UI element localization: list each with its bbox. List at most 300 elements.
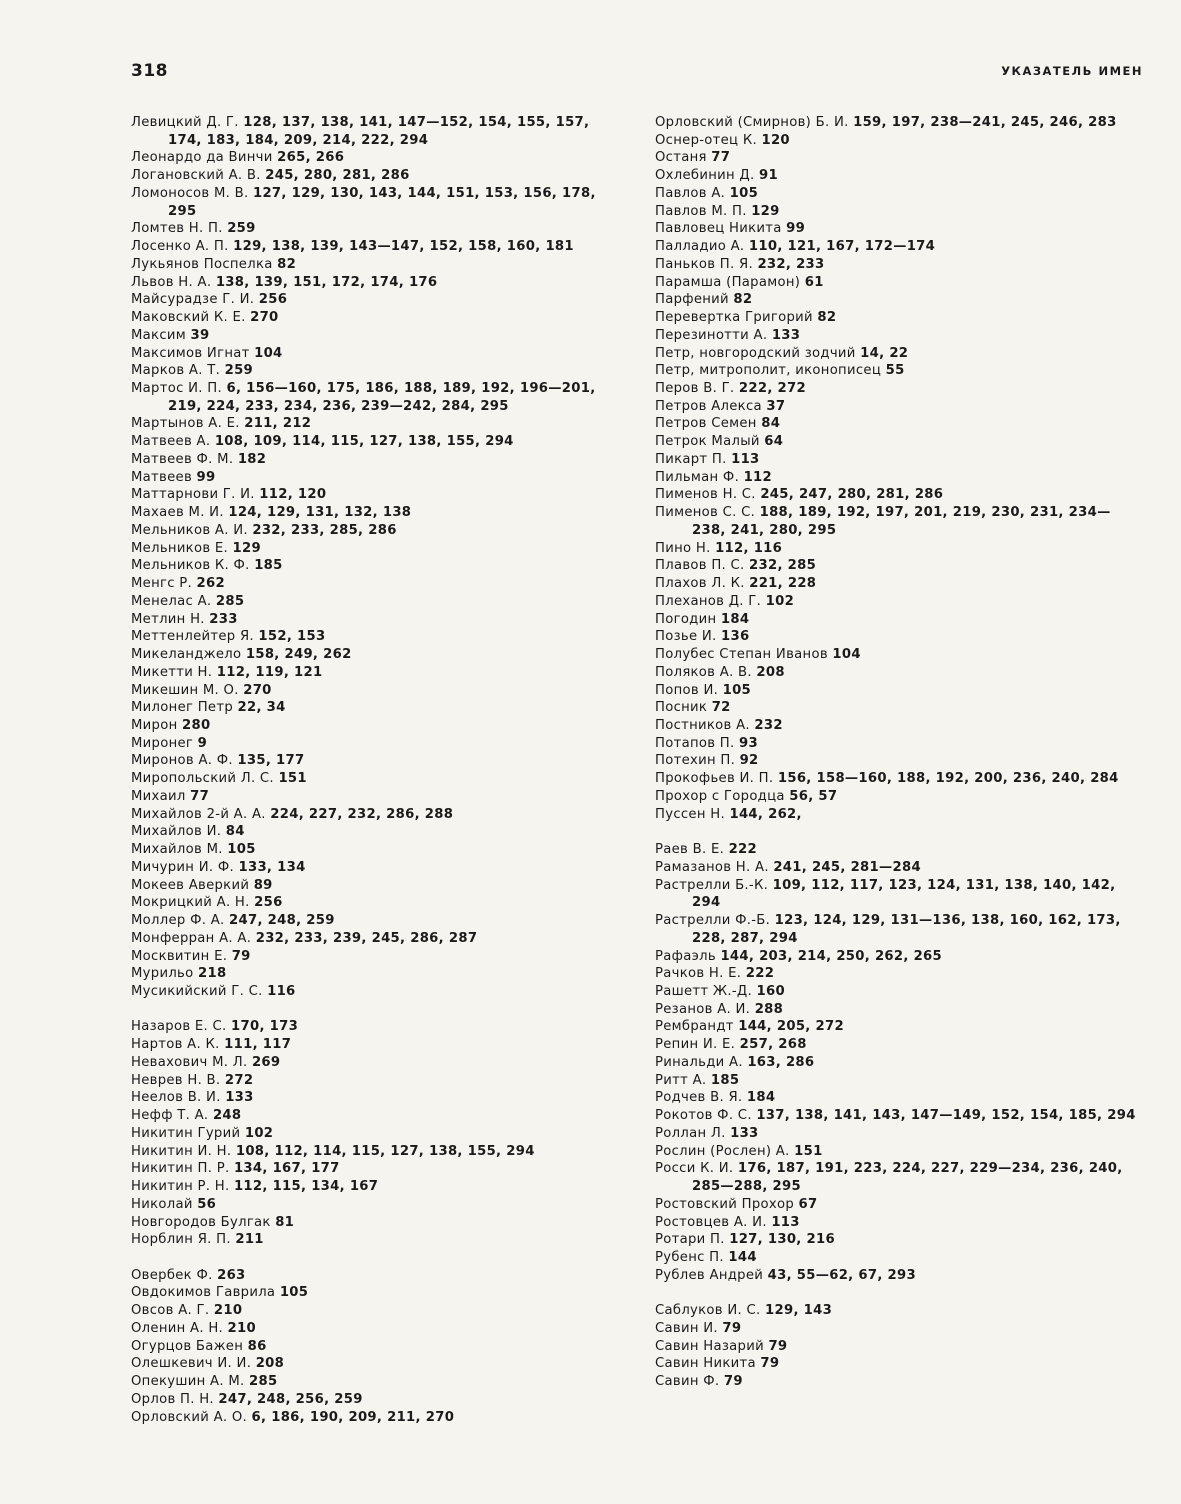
entry-pages: 89 [253,877,273,893]
entry-pages: 113 [771,1214,800,1230]
entry-pages: 61 [804,274,824,290]
entry-name: Мельников Е. [131,540,229,556]
entry-pages: 259 [224,363,254,379]
entry-name: Михайлов И. [131,824,222,840]
entry-name: Маковский К. Е. [131,310,246,326]
entry-name: Олешкевич И. И. [131,1356,252,1372]
entry-pages: 104 [254,345,283,361]
index-entry [131,788,609,806]
entry-name: Репин И. Е. [655,1037,736,1053]
entry-name: Потапов П. [655,735,735,751]
entry-pages: 272 [224,1072,254,1088]
entry-pages: 72 [711,700,731,716]
entry-name: Рашетт Ж.-Д. [655,983,753,999]
entry-pages: 14, 22 [860,345,909,361]
entry-name: Рамазанов Н. А. [655,859,769,875]
entry-name: Ростовский Прохор [655,1196,795,1212]
index-entry [131,664,609,682]
index-entry [655,345,1137,363]
entry-name: Перов В. Г. [655,381,735,397]
entry-pages: 262 [196,576,225,592]
entry-name: Перезинотти А. [655,327,768,343]
entry-name: Савин Ф. [655,1374,720,1390]
entry-name: Мартынов А. Е. [131,416,240,432]
index-entry [131,983,609,1001]
entry-name: Потехин П. [655,753,736,769]
entry-name: Петр, митрополит, иконописец [655,363,882,379]
index-entry [655,557,1137,575]
entry-name: Плеханов Д. Г. [655,593,762,609]
entry-name: Рубенс П. [655,1249,724,1265]
index-entry [655,1018,1137,1036]
index-entry [131,1302,609,1320]
entry-pages: 6, 156—160, 175, 186, 188, 189, 192, 196—201, 219, 224, 233, 234, 236, 239—242, 284, 295 [168,381,596,414]
index-entry [131,345,609,363]
entry-name: Никитин П. Р. [131,1161,230,1177]
entry-name: Матвеев [131,469,193,485]
entry-name: Паньков П. Я. [655,256,753,272]
entry-name: Левицкий Д. Г. [131,115,239,130]
index-entry [655,664,1137,682]
entry-name: Савин Назарий [655,1338,764,1354]
index-entry [131,1160,609,1178]
entry-name: Неврев Н. В. [131,1072,221,1088]
entry-pages: 22, 34 [237,700,286,716]
index-entry [655,274,1137,292]
index-entry [131,557,609,575]
entry-name: Палладио А. [655,239,745,255]
entry-pages: 285 [249,1374,278,1390]
entry-name: Росси К. И. [655,1161,734,1177]
entry-name: Менелас А. [131,593,212,609]
entry-pages: 128, 137, 138, 141, 147—152, 154, 155, 157, 174, 183, 184, 209, 214, 222, 294 [168,115,590,148]
entry-name: Максим [131,327,186,343]
entry-pages: 84 [761,416,781,432]
entry-name: Мокрицкий А. Н. [131,895,250,911]
entry-name: Рокотов Ф. С. [655,1108,752,1124]
entry-pages: 64 [764,434,784,450]
index-entry [131,309,609,327]
entry-pages: 144, 203, 214, 250, 262, 265 [720,948,943,964]
entry-pages: 102 [765,593,795,609]
index-entry [655,593,1137,611]
entry-pages: 93 [739,735,758,751]
entry-pages: 6, 186, 190, 209, 211, 270 [251,1409,455,1425]
entry-pages: 185 [710,1072,740,1088]
index-entry [131,1409,609,1427]
index-entry [655,611,1137,629]
index-entry [131,859,609,877]
index-entry [655,1125,1137,1143]
entry-pages: 176, 187, 191, 223, 224, 227, 229—234, 236, 240, 285—288, 295 [692,1161,1123,1195]
entry-pages: 269 [251,1054,281,1070]
entry-name: Миронег [131,735,194,751]
index-entry [655,1196,1137,1214]
index-entry [655,965,1137,983]
entry-pages: 144, 205, 272 [738,1019,844,1035]
index-entry [131,682,609,700]
index-entry [655,398,1137,416]
entry-name: Миронов А. Ф. [131,753,233,769]
index-entry [655,877,1137,912]
entry-name: Ломтев Н. П. [131,221,223,237]
index-column-left [131,114,609,1426]
index-entry [131,291,609,309]
index-entry [131,948,609,966]
entry-name: Марков А. Т. [131,363,221,379]
entry-pages: 133, 134 [238,859,306,875]
entry-pages: 86 [247,1338,267,1354]
entry-name: Погодин [655,611,717,627]
entry-pages: 79 [760,1356,780,1372]
entry-pages: 112, 115, 134, 167 [233,1179,379,1195]
index-entry [131,770,609,788]
index-entry [655,1302,1137,1320]
index-entry [131,362,609,380]
index-entry [655,841,1137,859]
entry-name: Павлов М. П. [655,203,747,219]
index-entry [131,735,609,753]
index-entry [655,469,1137,487]
entry-pages: 233 [209,611,238,627]
index-column-right [655,114,1137,1391]
entry-pages: 127, 130, 216 [729,1232,835,1248]
entry-pages: 120 [761,132,790,148]
index-entry [655,415,1137,433]
entry-pages: 247, 248, 256, 259 [218,1391,363,1407]
entry-pages: 210 [227,1320,256,1336]
entry-pages: 124, 129, 131, 132, 138 [228,505,412,521]
index-entry [655,752,1137,770]
entry-pages: 285 [215,593,245,609]
entry-name: Михаил [131,788,186,804]
entry-name: Постников А. [655,717,750,733]
entry-name: Позье И. [655,629,717,645]
entry-pages: 270 [250,310,279,326]
entry-name: Плавов П. С. [655,558,745,574]
index-entry [655,540,1137,558]
index-entry [655,948,1137,966]
index-entry [131,912,609,930]
entry-name: Прохор с Городца [655,788,785,804]
index-entry [655,575,1137,593]
entry-pages: 232, 285 [749,558,817,574]
entry-pages: 79 [722,1320,742,1336]
entry-name: Лукьянов Поспелка [131,256,273,272]
entry-pages: 248 [212,1108,242,1124]
entry-name: Махаев М. И. [131,505,224,521]
entry-pages: 136 [721,629,750,645]
entry-name: Полубес Степан Иванов [655,647,828,663]
index-entry [131,1267,609,1285]
entry-name: Микешин М. О. [131,682,239,698]
entry-pages: 56, 57 [789,788,838,804]
index-entry [655,1249,1137,1267]
index-entry [131,220,609,238]
entry-name: Пино Н. [655,540,711,556]
entry-name: Пуссен Н. [655,806,725,822]
index-entry [131,1196,609,1214]
entry-pages: 182 [237,451,267,467]
entry-name: Николай [131,1196,193,1212]
entry-pages: 91 [759,168,778,184]
index-entry [655,1036,1137,1054]
entry-pages: 56 [197,1196,217,1212]
index-entry [655,238,1137,256]
index-entry [131,1355,609,1373]
index-entry [131,593,609,611]
entry-pages: 159, 197, 238—241, 245, 246, 283 [853,115,1117,130]
index-entry [655,362,1137,380]
entry-name: Лосенко А. П. [131,239,229,255]
entry-pages: 144, 262, [729,806,802,822]
entry-pages: 222 [728,842,758,858]
index-entry [131,540,609,558]
entry-pages: 232, 233 [757,256,825,272]
index-entry [655,1320,1137,1338]
letter-group-gap [655,1284,1137,1302]
index-entry [131,114,609,149]
entry-name: Москвитин Е. [131,948,228,964]
entry-pages: 134, 167, 177 [233,1161,340,1177]
index-entry [131,149,609,167]
entry-name: Милонег Петр [131,700,233,716]
entry-name: Савин И. [655,1320,718,1336]
entry-name: Рембрандт [655,1019,734,1035]
index-entry [131,823,609,841]
entry-name: Ротари П. [655,1232,725,1248]
entry-name: Норблин Я. П. [131,1232,231,1248]
entry-name: Маттарнови Г. И. [131,487,255,503]
index-entry [655,1001,1137,1019]
entry-pages: 129 [751,203,780,219]
entry-name: Петров Семен [655,416,757,432]
index-entry [655,1089,1137,1107]
entry-name: Поляков А. В. [655,664,752,680]
entry-pages: 138, 139, 151, 172, 174, 176 [215,274,438,290]
entry-name: Ритт А. [655,1072,707,1088]
index-entry [655,1160,1137,1195]
index-entry [131,486,609,504]
index-entry [655,1231,1137,1249]
entry-pages: 280 [182,717,211,733]
entry-pages: 263 [217,1267,246,1283]
entry-name: Пикарт П. [655,451,727,467]
entry-name: Майсурадзе Г. И. [131,292,255,308]
index-entry [131,238,609,256]
entry-pages: 151 [278,771,307,787]
entry-pages: 184 [720,611,750,627]
entry-name: Овдокимов Гаврила [131,1285,276,1301]
index-entry [131,646,609,664]
index-entry [655,309,1137,327]
index-entry [131,1284,609,1302]
index-entry [131,965,609,983]
index-entry [655,735,1137,753]
entry-pages: 81 [275,1214,295,1230]
index-entry [655,149,1137,167]
entry-name: Львов Н. А. [131,274,212,290]
entry-name: Менгс Р. [131,576,193,592]
index-entry [655,699,1137,717]
entry-pages: 105 [227,842,256,858]
entry-pages: 211 [235,1232,264,1248]
index-entry [131,274,609,292]
entry-pages: 208 [255,1356,285,1372]
entry-name: Нефф Т. А. [131,1108,209,1124]
index-entry [131,841,609,859]
entry-name: Посник [655,700,708,716]
entry-name: Пименов Н. С. [655,487,756,503]
entry-name: Пильман Ф. [655,469,740,485]
entry-pages: 232, 233, 239, 245, 286, 287 [255,930,478,946]
index-entry [131,628,609,646]
index-entry [131,1072,609,1090]
index-entry [131,1143,609,1161]
entry-pages: 104 [832,647,861,663]
entry-pages: 210 [213,1303,243,1319]
entry-pages: 224, 227, 232, 286, 288 [270,806,454,822]
entry-pages: 111, 117 [224,1037,292,1053]
entry-pages: 43, 55—62, 67, 293 [767,1267,916,1283]
entry-pages: 133 [771,327,801,343]
entry-name: Метлин Н. [131,611,205,627]
entry-name: Савин Никита [655,1356,756,1372]
entry-pages: 256 [254,895,283,911]
entry-name: Ломоносов М. В. [131,185,249,201]
entry-pages: 92 [739,753,759,769]
index-entry [131,930,609,948]
entry-pages: 84 [225,824,245,840]
entry-pages: 112 [743,469,773,485]
index-entry [131,504,609,522]
index-entry [655,185,1137,203]
entry-pages: 245, 247, 280, 281, 286 [760,487,944,503]
entry-name: Леонардо да Винчи [131,150,273,166]
index-entry [131,1320,609,1338]
letter-group-gap [131,1001,609,1019]
entry-name: Рафаэль [655,948,716,964]
entry-name: Пименов С. С. [655,505,756,521]
index-entry [131,575,609,593]
index-entry [655,912,1137,947]
index-entry [655,504,1137,539]
index-entry [655,1214,1137,1232]
entry-name: Петрок Малый [655,434,760,450]
index-entry [655,1355,1137,1373]
entry-pages: 102 [244,1125,274,1141]
entry-pages: 112, 116 [715,540,783,556]
entry-pages: 79 [723,1374,743,1390]
entry-name: Оснер-отец К. [655,132,757,148]
entry-name: Мокеев Аверкий [131,877,250,893]
entry-name: Матвеев А. [131,434,211,450]
index-entry [655,717,1137,735]
index-entry [655,628,1137,646]
index-entry [131,1391,609,1409]
entry-pages: 133 [730,1125,759,1141]
index-entry [131,1125,609,1143]
entry-name: Монферран А. А. [131,930,252,946]
entry-name: Раев В. Е. [655,842,725,858]
entry-pages: 67 [798,1196,818,1212]
entry-name: Попов И. [655,682,719,698]
index-entry [655,1338,1137,1356]
entry-pages: 152, 153 [258,629,326,645]
entry-pages: 265, 266 [277,150,345,166]
entry-pages: 129 [232,540,261,556]
entry-pages: 112, 119, 121 [216,664,323,680]
entry-pages: 108, 112, 114, 115, 127, 138, 155, 294 [235,1143,535,1159]
entry-name: Прокофьев И. П. [655,771,774,787]
entry-pages: 108, 109, 114, 115, 127, 138, 155, 294 [214,434,514,450]
entry-name: Михайлов М. [131,842,223,858]
entry-name: Роллан Л. [655,1125,726,1141]
index-entry [131,894,609,912]
index-entry [131,1089,609,1107]
entry-pages: 163, 286 [747,1054,815,1070]
entry-name: Никитин Гурий [131,1125,241,1141]
entry-name: Миропольский Л. С. [131,771,274,787]
entry-name: Назаров Е. С. [131,1019,227,1035]
index-entry [131,185,609,220]
entry-name: Неелов В. И. [131,1090,221,1106]
index-entry [131,699,609,717]
entry-name: Орловский (Смирнов) Б. И. [655,115,849,130]
entry-name: Мельников А. И. [131,522,248,538]
entry-name: Растрелли Б.-К. [655,877,769,893]
entry-name: Микетти Н. [131,664,213,680]
index-entry [655,859,1137,877]
page-number: 318 [131,61,168,81]
entry-name: Петров Алекса [655,398,762,414]
index-entry [655,486,1137,504]
index-entry [131,1054,609,1072]
entry-name: Павлов А. [655,185,726,201]
entry-pages: 170, 173 [231,1019,299,1035]
entry-pages: 105 [729,185,759,201]
index-entry [655,1054,1137,1072]
entry-pages: 241, 245, 281—284 [773,859,921,875]
entry-name: Невахович М. Л. [131,1054,248,1070]
entry-name: Орловский А. О. [131,1409,248,1425]
entry-name: Микеланджело [131,647,242,663]
entry-name: Михайлов 2-й А. А. [131,806,266,822]
index-entry [655,114,1137,132]
entry-pages: 188, 189, 192, 197, 201, 219, 230, 231, 234—238, 241, 280, 295 [692,505,1111,538]
entry-name: Плахов Л. К. [655,576,745,592]
entry-name: Матвеев Ф. М. [131,451,234,467]
entry-name: Никитин Р. Н. [131,1179,230,1195]
index-entry [655,380,1137,398]
entry-pages: 82 [817,310,837,326]
entry-name: Мусикийский Г. С. [131,983,263,999]
index-entry [655,682,1137,700]
entry-name: Растрелли Ф.-Б. [655,913,771,929]
index-entry [131,1373,609,1391]
entry-pages: 129, 143 [765,1303,833,1319]
entry-name: Никитин И. Н. [131,1143,232,1159]
entry-name: Овербек Ф. [131,1267,213,1283]
entry-pages: 105 [722,682,752,698]
entry-name: Мельников К. Ф. [131,558,250,574]
entry-name: Мирон [131,717,178,733]
letter-group-gap [131,1249,609,1267]
entry-pages: 37 [766,398,786,414]
entry-name: Рослин (Рослен) А. [655,1143,790,1159]
letter-group-gap [655,823,1137,841]
entry-pages: 218 [198,966,227,982]
